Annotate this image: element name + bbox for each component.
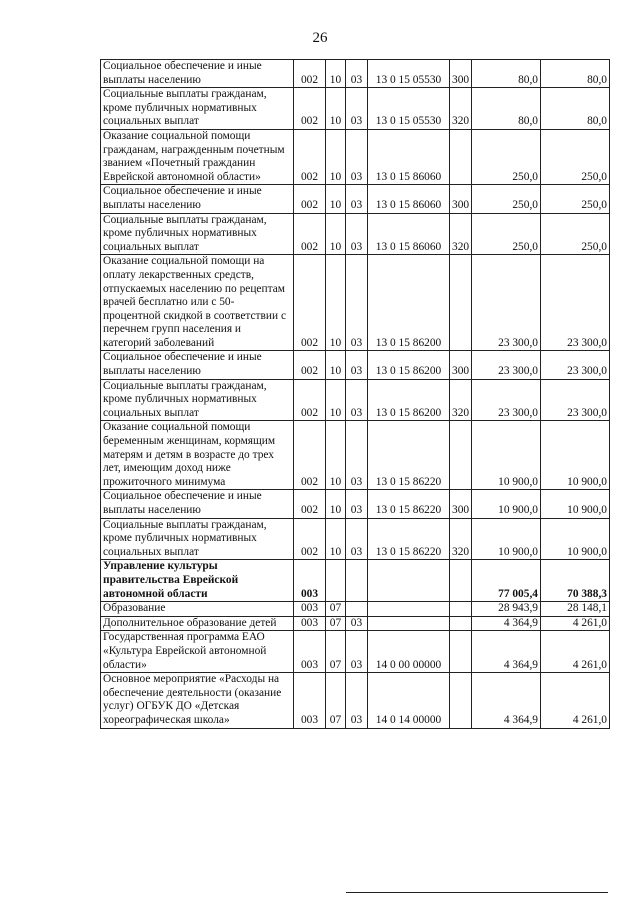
row-amount-year-2: 4 261,0 [541,673,610,728]
row-amount-year-2: 250,0 [541,129,610,184]
row-amount-year-1: 10 900,0 [472,490,541,518]
row-target-article-code: 13 0 15 86200 [368,351,450,379]
row-name: Социальное обеспечение и иные выплаты населению [101,185,294,213]
row-subsection-code: 03 [346,421,368,490]
table-row [101,351,610,379]
row-amount-year-2: 10 900,0 [541,421,610,490]
row-subsection-code: 03 [346,673,368,728]
row-name: Оказание социальной помощи беременным женщинам, кормящим матерям и детям в возрасте до трех лет, имеющим доход ниже прожиточного минимума [101,421,294,490]
row-target-article-code: 13 0 15 05530 [368,88,450,130]
row-section-code: 10 [326,351,346,379]
row-section-code: 10 [326,60,346,88]
row-subsection-code: 03 [346,379,368,421]
row-amount-year-2: 80,0 [541,88,610,130]
table-row [101,518,610,560]
footer-rule [346,892,608,893]
row-target-article-code: 13 0 15 86060 [368,129,450,184]
row-target-article-code [368,560,450,602]
row-amount-year-1: 10 900,0 [472,421,541,490]
row-expense-type-code: 300 [450,185,472,213]
row-ved-code: 003 [294,560,326,602]
row-subsection-code: 03 [346,631,368,673]
row-target-article-code: 13 0 15 86220 [368,490,450,518]
row-subsection-code [346,602,368,617]
row-section-code: 07 [326,673,346,728]
row-target-article-code: 13 0 15 86200 [368,255,450,351]
row-name: Социальное обеспечение и иные выплаты населению [101,351,294,379]
table-row [101,60,610,88]
row-amount-year-2: 4 261,0 [541,616,610,631]
row-ved-code: 003 [294,602,326,617]
row-name: Социальные выплаты гражданам, кроме публичных нормативных социальных выплат [101,379,294,421]
row-subsection-code: 03 [346,60,368,88]
row-target-article-code: 14 0 00 00000 [368,631,450,673]
row-amount-year-1: 10 900,0 [472,518,541,560]
row-name: Основное мероприятие «Расходы на обеспечение деятельности (оказание услуг) ОГБУК ДО «Детская хореографическая школа» [101,673,294,728]
row-name: Оказание социальной помощи гражданам, награжденным почетным званием «Почетный гражданин Еврейской автономной области» [101,129,294,184]
row-section-code: 07 [326,602,346,617]
budget-table-body [101,60,610,729]
row-amount-year-1: 80,0 [472,60,541,88]
row-section-code: 10 [326,421,346,490]
row-name: Оказание социальной помощи на оплату лекарственных средств, отпускаемых населению по рецептам врачей бесплатно или с 50-процентной скидкой в соответствии с перечнем групп населения и категорий заболеваний [101,255,294,351]
row-ved-code: 003 [294,673,326,728]
row-expense-type-code: 320 [450,379,472,421]
row-section-code: 10 [326,213,346,255]
row-target-article-code [368,616,450,631]
table-row [101,88,610,130]
row-amount-year-1: 250,0 [472,129,541,184]
table-row [101,631,610,673]
row-amount-year-2: 250,0 [541,185,610,213]
table-row [101,560,610,602]
row-expense-type-code [450,129,472,184]
row-subsection-code: 03 [346,518,368,560]
row-section-code: 10 [326,129,346,184]
row-expense-type-code: 320 [450,213,472,255]
row-amount-year-2: 28 148,1 [541,602,610,617]
row-name: Социальные выплаты гражданам, кроме публичных нормативных социальных выплат [101,213,294,255]
row-ved-code: 002 [294,185,326,213]
row-target-article-code: 13 0 15 86220 [368,421,450,490]
row-target-article-code: 14 0 14 00000 [368,673,450,728]
row-amount-year-1: 23 300,0 [472,255,541,351]
row-target-article-code: 13 0 15 86200 [368,379,450,421]
row-ved-code: 002 [294,255,326,351]
row-target-article-code: 13 0 15 86060 [368,213,450,255]
row-ved-code: 002 [294,351,326,379]
table-row [101,602,610,617]
row-ved-code: 002 [294,129,326,184]
budget-table [100,59,610,729]
row-ved-code: 002 [294,379,326,421]
row-name: Социальные выплаты гражданам, кроме публичных нормативных социальных выплат [101,518,294,560]
row-section-code [326,560,346,602]
row-amount-year-1: 23 300,0 [472,351,541,379]
row-subsection-code: 03 [346,351,368,379]
table-row [101,129,610,184]
row-name: Социальное обеспечение и иные выплаты населению [101,490,294,518]
row-name: Образование [101,602,294,617]
row-ved-code: 002 [294,213,326,255]
row-expense-type-code [450,255,472,351]
row-expense-type-code [450,602,472,617]
row-ved-code: 002 [294,490,326,518]
row-expense-type-code: 300 [450,60,472,88]
row-amount-year-2: 70 388,3 [541,560,610,602]
row-amount-year-2: 80,0 [541,60,610,88]
row-subsection-code: 03 [346,185,368,213]
row-ved-code: 002 [294,518,326,560]
row-name: Дополнительное образование детей [101,616,294,631]
row-amount-year-2: 23 300,0 [541,379,610,421]
table-row [101,255,610,351]
row-target-article-code: 13 0 15 86220 [368,518,450,560]
row-section-code: 10 [326,255,346,351]
row-ved-code: 002 [294,60,326,88]
table-row [101,213,610,255]
row-expense-type-code: 320 [450,518,472,560]
row-section-code: 10 [326,518,346,560]
row-subsection-code: 03 [346,213,368,255]
row-amount-year-1: 4 364,9 [472,631,541,673]
table-row [101,490,610,518]
row-section-code: 07 [326,616,346,631]
row-amount-year-2: 10 900,0 [541,518,610,560]
row-ved-code: 002 [294,421,326,490]
row-amount-year-1: 28 943,9 [472,602,541,617]
row-amount-year-2: 23 300,0 [541,255,610,351]
row-section-code: 10 [326,88,346,130]
row-expense-type-code: 320 [450,88,472,130]
row-expense-type-code [450,616,472,631]
row-name: Управление культуры правительства Еврейской автономной области [101,560,294,602]
row-expense-type-code: 300 [450,351,472,379]
row-section-code: 10 [326,379,346,421]
row-section-code: 10 [326,185,346,213]
row-amount-year-1: 23 300,0 [472,379,541,421]
row-amount-year-1: 77 005,4 [472,560,541,602]
row-expense-type-code [450,631,472,673]
table-row [101,185,610,213]
table-row [101,673,610,728]
row-section-code: 10 [326,490,346,518]
row-subsection-code: 03 [346,129,368,184]
row-amount-year-2: 4 261,0 [541,631,610,673]
page-number: 26 [312,30,328,46]
row-subsection-code [346,560,368,602]
row-expense-type-code [450,560,472,602]
row-amount-year-2: 23 300,0 [541,351,610,379]
row-amount-year-1: 4 364,9 [472,673,541,728]
row-section-code: 07 [326,631,346,673]
row-name: Социальное обеспечение и иные выплаты населению [101,60,294,88]
row-ved-code: 003 [294,631,326,673]
row-subsection-code: 03 [346,255,368,351]
row-subsection-code: 03 [346,616,368,631]
row-amount-year-2: 10 900,0 [541,490,610,518]
row-amount-year-2: 250,0 [541,213,610,255]
row-amount-year-1: 4 364,9 [472,616,541,631]
row-ved-code: 003 [294,616,326,631]
table-row [101,379,610,421]
row-subsection-code: 03 [346,490,368,518]
row-amount-year-1: 250,0 [472,185,541,213]
row-target-article-code: 13 0 15 05530 [368,60,450,88]
row-expense-type-code: 300 [450,490,472,518]
row-expense-type-code [450,673,472,728]
table-row [101,421,610,490]
row-ved-code: 002 [294,88,326,130]
row-amount-year-1: 80,0 [472,88,541,130]
row-target-article-code: 13 0 15 86060 [368,185,450,213]
row-name: Государственная программа ЕАО «Культура Еврейской автономной области» [101,631,294,673]
row-amount-year-1: 250,0 [472,213,541,255]
row-subsection-code: 03 [346,88,368,130]
row-name: Социальные выплаты гражданам, кроме публичных нормативных социальных выплат [101,88,294,130]
row-expense-type-code [450,421,472,490]
row-target-article-code [368,602,450,617]
table-row [101,616,610,631]
